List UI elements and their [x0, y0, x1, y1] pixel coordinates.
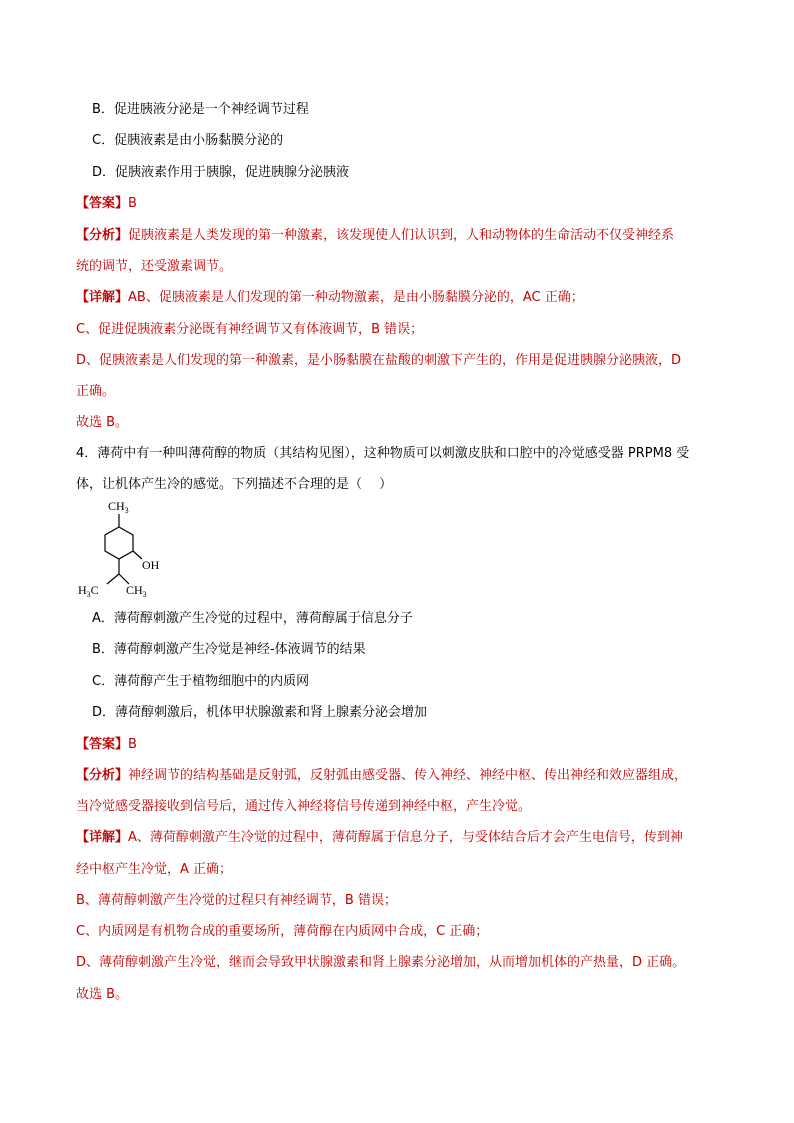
q4-detail-3: B、薄荷醇刺激产生冷觉的过程只有神经调节，B 错误；	[76, 893, 397, 908]
detail-text: A、薄荷醇刺激产生冷觉的过程中，薄荷醇属于信息分子，与受体结合后才会产生电信号，传到神	[128, 830, 683, 845]
answer-tag: 【答案】	[76, 737, 129, 752]
q4-stem-cont: 体，让机体产生冷的感觉。下列描述不合理的是（ ）	[76, 477, 393, 492]
q4-detail-5: D、薄荷醇刺激产生冷觉，继而会导致甲状腺激素和肾上腺素分泌增加，从而增加机体的产热量，D 正确。	[76, 955, 686, 970]
answer-value: B	[128, 737, 137, 752]
analysis-text: 神经调节的结构基础是反射弧，反射弧由感受器、传入神经、神经中枢、传出神经和效应器组成，	[128, 768, 688, 783]
q3-option-b: B．促进胰液分泌是一个神经调节过程	[92, 102, 309, 117]
detail-text: AB、促胰液素是人们发现的第一种动物激素，是由小肠黏膜分泌的，AC 正确；	[128, 290, 584, 305]
q4-analysis-cont: 当冷觉感受器接收到信号后，通过传入神经将信号传递到神经中枢，产生冷觉。	[76, 799, 532, 814]
q3-detail-4: 正确。	[76, 384, 116, 399]
analysis-text: 促胰液素是人类发现的第一种激素，该发现使人们认识到，人和动物体的生命活动不仅受神经系	[128, 228, 675, 243]
bond-oh	[133, 551, 142, 559]
q3-analysis-cont: 统的调节，还受激素调节。	[76, 259, 233, 274]
q3-conclusion: 故选 B。	[76, 415, 129, 430]
oh-label: OH	[142, 558, 160, 572]
q3-option-c: C．促胰液素是由小肠黏膜分泌的	[92, 133, 284, 148]
detail-tag: 【详解】	[76, 290, 129, 305]
q4-answer	[76, 737, 137, 753]
detail-tag: 【详解】	[76, 830, 129, 845]
q3-detail-2: C、促进促胰液素分泌既有神经调节又有体液调节，B 错误；	[76, 322, 424, 337]
h3c-label: $H_3C$	[78, 583, 99, 599]
q4-option-c: C．薄荷醇产生于植物细胞中的内质网	[92, 674, 310, 689]
q4-option-b: B．薄荷醇刺激产生冷觉是神经-体液调节的结果	[92, 642, 366, 657]
ch3-top-label: $CH_3$	[108, 499, 129, 515]
analysis-tag: 【分析】	[76, 228, 129, 243]
q4-stem: 4．薄荷中有一种叫薄荷醇的物质（其结构见图），这种物质可以刺激皮肤和口腔中的冷觉感受器 PRPM8 受	[76, 446, 690, 461]
q3-answer	[76, 196, 137, 212]
q4-option-d: D．薄荷醇刺激后，机体甲状腺激素和肾上腺素分泌会增加	[92, 705, 428, 720]
menthol-structure-image	[72, 496, 182, 606]
ch3-right-label: $CH_3$	[126, 583, 147, 599]
q4-analysis	[76, 768, 687, 784]
answer-value: B	[128, 196, 137, 211]
q3-detail	[76, 290, 584, 306]
q4-detail-2: 经中枢产生冷觉，A 正确；	[76, 862, 233, 877]
q3-detail-3: D、促胰液素是人们发现的第一种激素，是小肠黏膜在盐酸的刺激下产生的，作用是促进胰腺分泌胰液，D	[76, 353, 682, 368]
q3-option-d: D．促胰液素作用于胰腺，促进胰腺分泌胰液	[92, 165, 350, 180]
q4-detail-4: C、内质网是有机物合成的重要场所，薄荷醇在内质网中合成，C 正确；	[76, 924, 489, 939]
cyclohexane-ring	[105, 527, 133, 559]
analysis-tag: 【分析】	[76, 768, 129, 783]
q4-conclusion: 故选 B。	[76, 987, 129, 1002]
q4-option-a: A．薄荷醇刺激产生冷觉的过程中，薄荷醇属于信息分子	[92, 611, 413, 626]
q4-detail	[76, 830, 683, 846]
bond-isopropyl-left	[107, 574, 119, 584]
q3-analysis	[76, 228, 674, 244]
answer-tag: 【答案】	[76, 196, 129, 211]
